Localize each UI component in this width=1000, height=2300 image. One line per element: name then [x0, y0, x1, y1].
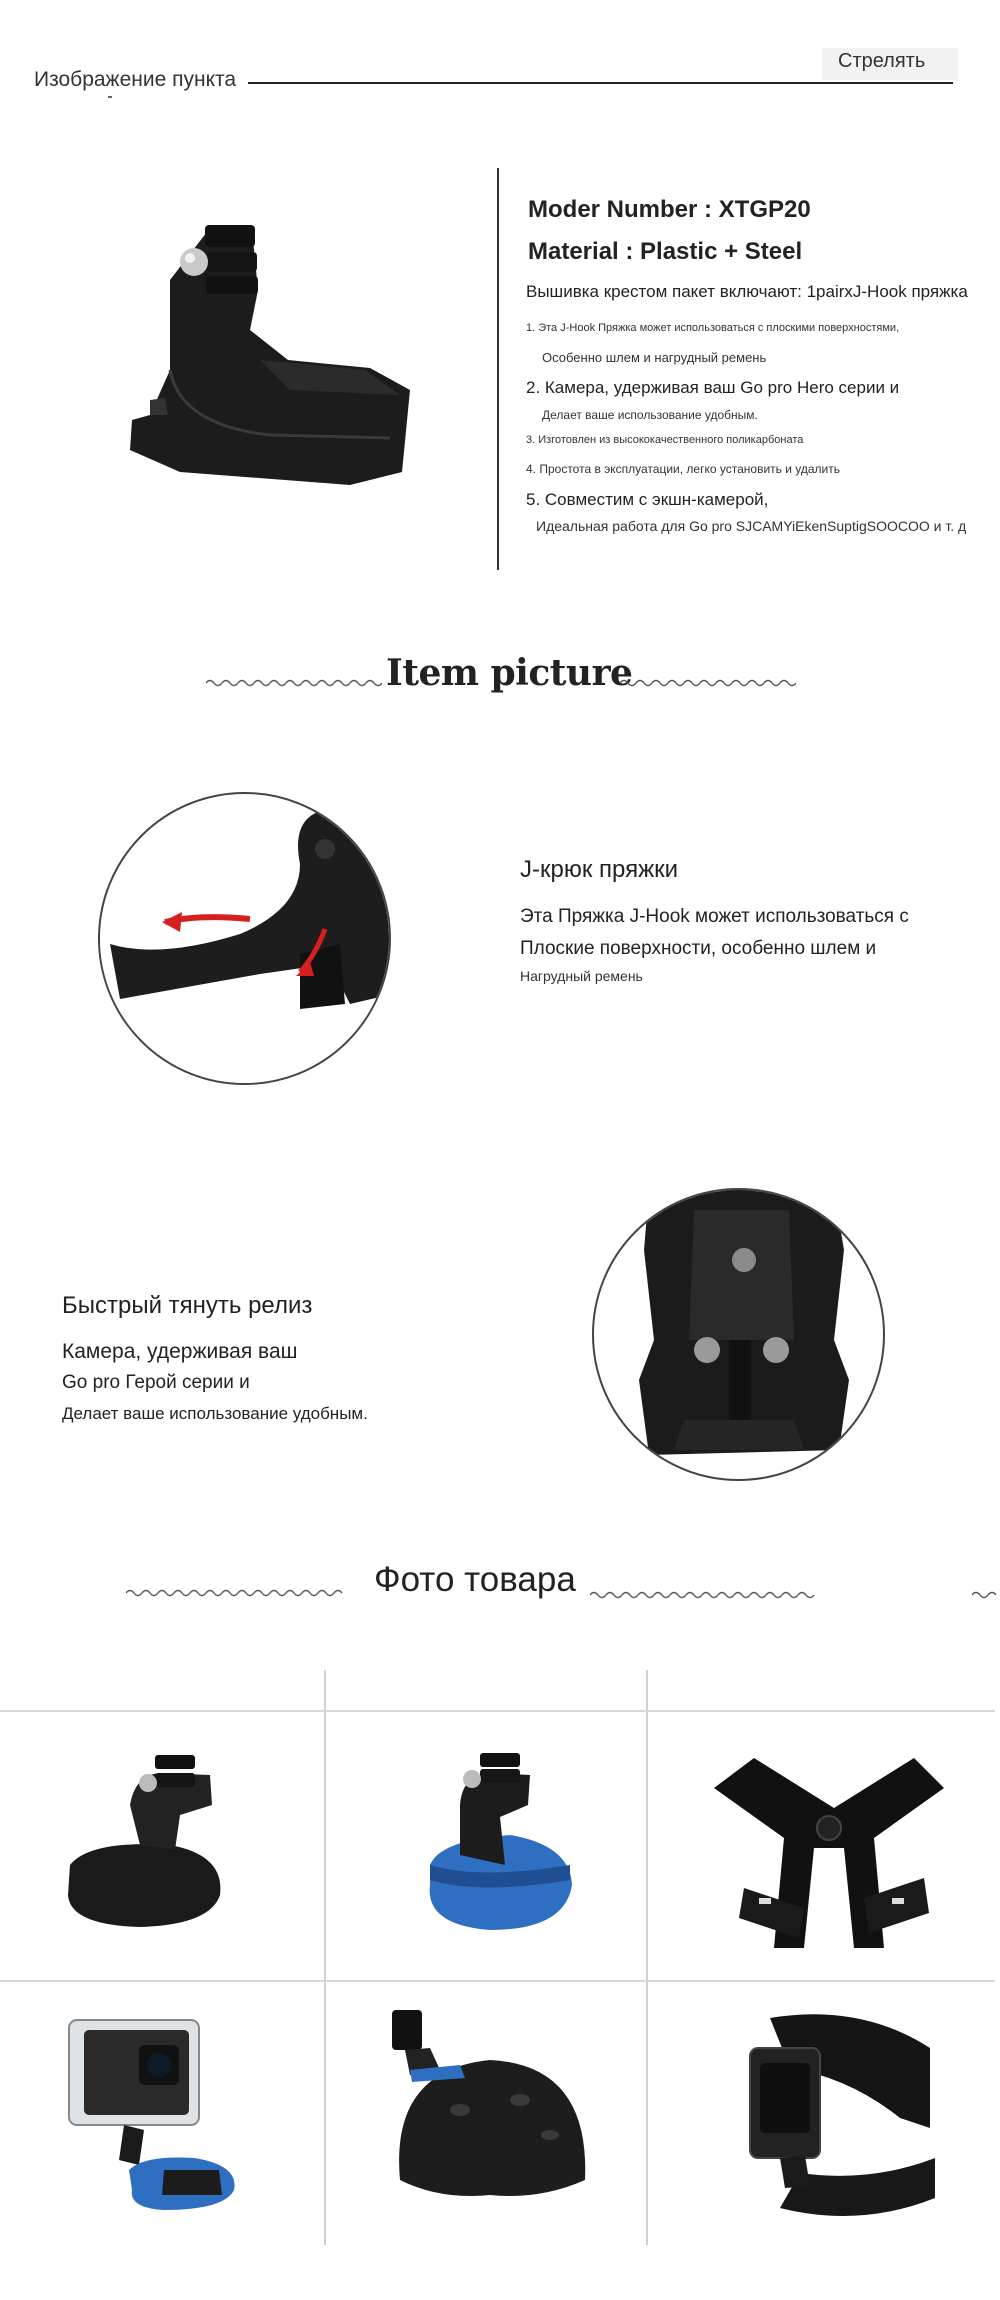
feature2-line3: Делает ваше использование удобным.: [62, 1404, 368, 1423]
photo-flat-mount-blue: [400, 1745, 580, 1935]
spec-item-2: 2. Камера, удерживая ваш Go pro Hero серии и: [526, 378, 900, 397]
spec-item-5: 5. Совместим с экшн-камерой,: [526, 490, 769, 509]
spec-item-5-cont: Идеальная работа для Go pro SJCAMYiEkenSuptigSOOCOO и т. д: [536, 518, 967, 534]
shoot-tab[interactable]: Стрелять: [822, 48, 958, 80]
feature2-heading: Быстрый тянуть релиз: [62, 1292, 313, 1319]
spec-item-2-cont: Делает ваше использование удобным.: [542, 408, 758, 422]
quick-release-image: [594, 1190, 885, 1481]
section-header-title: Изображение пункта: [34, 68, 237, 91]
j-hook-product-image: [110, 210, 420, 500]
material: Material : Plastic + Steel: [528, 238, 803, 265]
feature2-line1: Камера, удерживая ваш: [62, 1340, 298, 1363]
j-hook-detail-circle: [98, 792, 391, 1085]
photo-head-strap-camera: [660, 2008, 935, 2228]
wave-divider-right-2: [590, 1590, 820, 1600]
photo-curved-mount-black: [60, 1745, 240, 1935]
spec-divider: [497, 168, 499, 570]
quick-release-circle: [592, 1188, 885, 1481]
grid-line-h1: [0, 1710, 995, 1712]
spec-item-1: 1. Эта J-Hook Пряжка может использоваться с плоскими поверхностями,: [526, 322, 900, 334]
grid-line-v2: [646, 1670, 648, 2245]
feature1-line3: Нагрудный ремень: [520, 968, 643, 984]
feature2-line2: Go pro Герой серии и: [62, 1372, 250, 1393]
feature1-line1: Эта Пряжка J-Hook может использоваться с: [520, 906, 909, 927]
spec-item-4: 4. Простота в эксплуатации, легко установить и удалить: [526, 462, 841, 476]
header-dot: [108, 96, 112, 98]
photo-camera-on-mount: [44, 2010, 259, 2220]
grid-line-h2: [0, 1980, 995, 1982]
package-contents: Вышивка крестом пакет включают: 1pairxJ-Hook пряжка: [526, 282, 968, 301]
j-hook-detail-image: [100, 794, 391, 1085]
model-number: Moder Number : XTGP20: [528, 196, 811, 223]
wave-divider-left-2: [126, 1588, 346, 1598]
wave-divider-right: [620, 678, 796, 688]
feature1-line2: Плоские поверхности, особенно шлем и: [520, 938, 877, 959]
photo-chest-harness: [714, 1748, 944, 1948]
item-picture-title: Item picture: [386, 652, 633, 694]
grid-line-v1: [324, 1670, 326, 2245]
feature1-heading: J-крюк пряжки: [520, 856, 679, 883]
wave-divider-left: [206, 678, 382, 688]
photo-helmet-mount: [370, 2010, 600, 2220]
wave-divider-fragment: [972, 1590, 998, 1600]
spec-item-3: 3. Изготовлен из высококачественного поликарбоната: [526, 434, 804, 446]
header-divider: [248, 82, 953, 84]
product-photos-title: Фото товара: [356, 1560, 594, 1600]
spec-item-1-cont: Особенно шлем и нагрудный ремень: [542, 350, 767, 365]
